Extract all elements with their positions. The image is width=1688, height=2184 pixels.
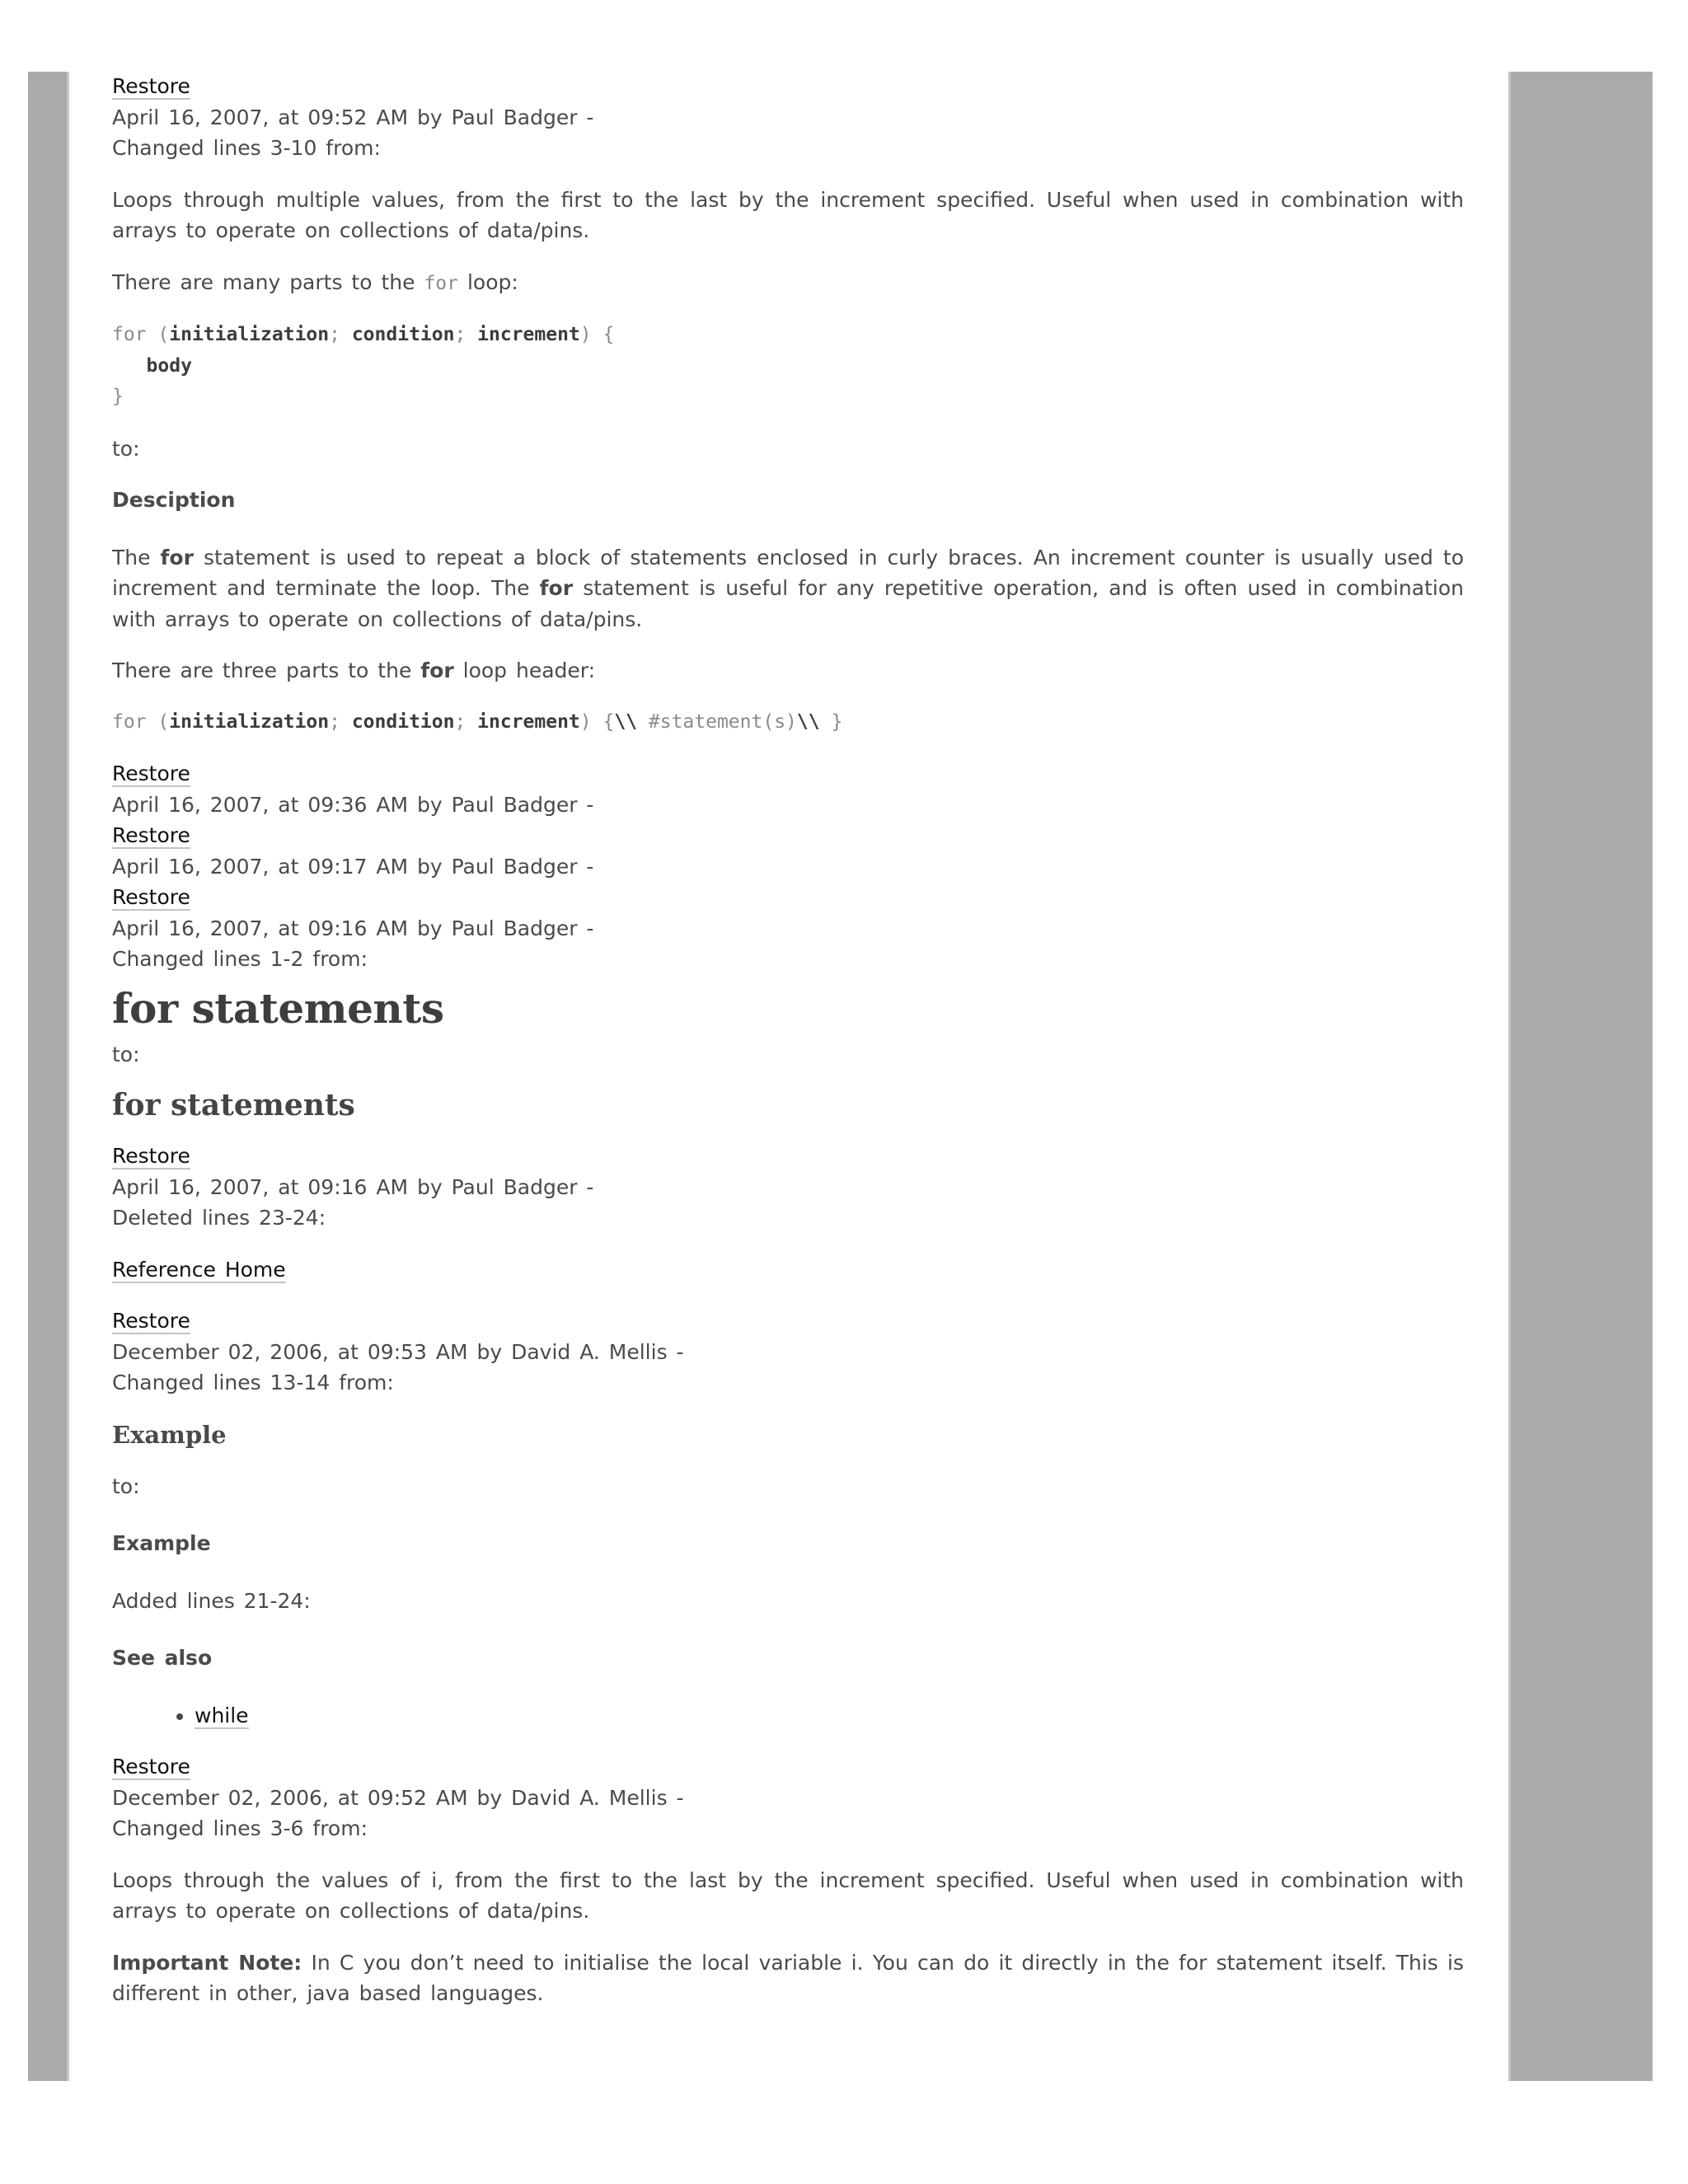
restore-link[interactable]: Restore bbox=[112, 1144, 190, 1168]
restore-link[interactable]: Restore bbox=[112, 74, 190, 98]
code-block-new: for (initialization; condition; increment) {\\ #statement(s)\\ } bbox=[112, 710, 843, 733]
code-block-old: for (initialization; condition; increment) { body } bbox=[112, 324, 615, 407]
revision-meta: April 16, 2007, at 09:17 AM by Paul Badger - bbox=[112, 854, 594, 879]
revision-meta: April 16, 2007, at 09:52 AM by Paul Badger - bbox=[112, 105, 594, 129]
see-also-list bbox=[112, 1700, 1464, 1732]
list-item bbox=[195, 1700, 1464, 1732]
change-summary: Changed lines 3-6 from: bbox=[112, 1816, 368, 1840]
old-page-title: for statements bbox=[112, 983, 444, 1033]
old-parts-paragraph: There are many parts to the for loop: bbox=[112, 269, 518, 294]
while-link[interactable]: while bbox=[195, 1703, 249, 1727]
revision-meta: April 16, 2007, at 09:16 AM by Paul Badger - bbox=[112, 1174, 594, 1199]
revision-meta: December 02, 2006, at 09:53 AM by David A. Mellis - bbox=[112, 1339, 684, 1364]
see-also-heading: See also bbox=[112, 1646, 213, 1670]
restore-link[interactable]: Restore bbox=[112, 1309, 190, 1333]
change-summary: Deleted lines 23-24: bbox=[112, 1206, 326, 1230]
example-heading-new: Example bbox=[112, 1531, 211, 1555]
description-paragraph: The for statement is used to repeat a block of statements enclosed in curly braces. An increment counter is usually used to increment and terminate the loop. The for statement is useful for any repetitive operation, and is often used in combination with arrays to operate on collections of data/pins. bbox=[112, 545, 1464, 631]
restore-link[interactable]: Restore bbox=[112, 762, 190, 785]
change-summary: Changed lines 3-10 from: bbox=[112, 136, 381, 160]
revision-meta: April 16, 2007, at 09:36 AM by Paul Badger - bbox=[112, 792, 594, 817]
change-summary: Changed lines 13-14 from: bbox=[112, 1371, 394, 1394]
old-paragraph: Loops through multiple values, from the first to the last by the increment specified. Useful when used in combination with arrays to operate on collections of data/pins. bbox=[112, 187, 1464, 242]
change-summary: Changed lines 1-2 from: bbox=[112, 947, 368, 971]
revision-history-content bbox=[112, 71, 1464, 2009]
description-heading: Desciption bbox=[112, 488, 236, 512]
example-heading-old: Example bbox=[112, 1420, 227, 1449]
restore-link[interactable]: Restore bbox=[112, 1755, 190, 1779]
inline-code: for bbox=[424, 272, 458, 294]
three-parts-paragraph: There are three parts to the for loop header: bbox=[112, 658, 596, 682]
reference-home-link[interactable]: Reference Home bbox=[112, 1257, 286, 1282]
change-summary: Added lines 21-24: bbox=[112, 1588, 311, 1613]
left-sidebar-bar bbox=[28, 72, 69, 2081]
right-sidebar-bar bbox=[1508, 72, 1653, 2081]
revision-meta: April 16, 2007, at 09:16 AM by Paul Badger - bbox=[112, 916, 594, 940]
to-label: to: bbox=[112, 436, 140, 461]
to-label: to: bbox=[112, 1474, 140, 1498]
loops-paragraph: Loops through the values of i, from the first to the last by the increment specified. Useful when used in combination with arrays to operate on collections of data/pins. bbox=[112, 1868, 1464, 1923]
new-page-title: for statements bbox=[112, 1088, 355, 1122]
revision-meta: December 02, 2006, at 09:52 AM by David A. Mellis - bbox=[112, 1785, 684, 1810]
restore-link[interactable]: Restore bbox=[112, 885, 190, 909]
important-note: Important Note: In C you don’t need to initialise the local variable i. You can do it directly in the for statement itself. This is different in other, java based languages. bbox=[112, 1950, 1464, 2005]
to-label: to: bbox=[112, 1042, 140, 1066]
restore-link[interactable]: Restore bbox=[112, 823, 190, 847]
